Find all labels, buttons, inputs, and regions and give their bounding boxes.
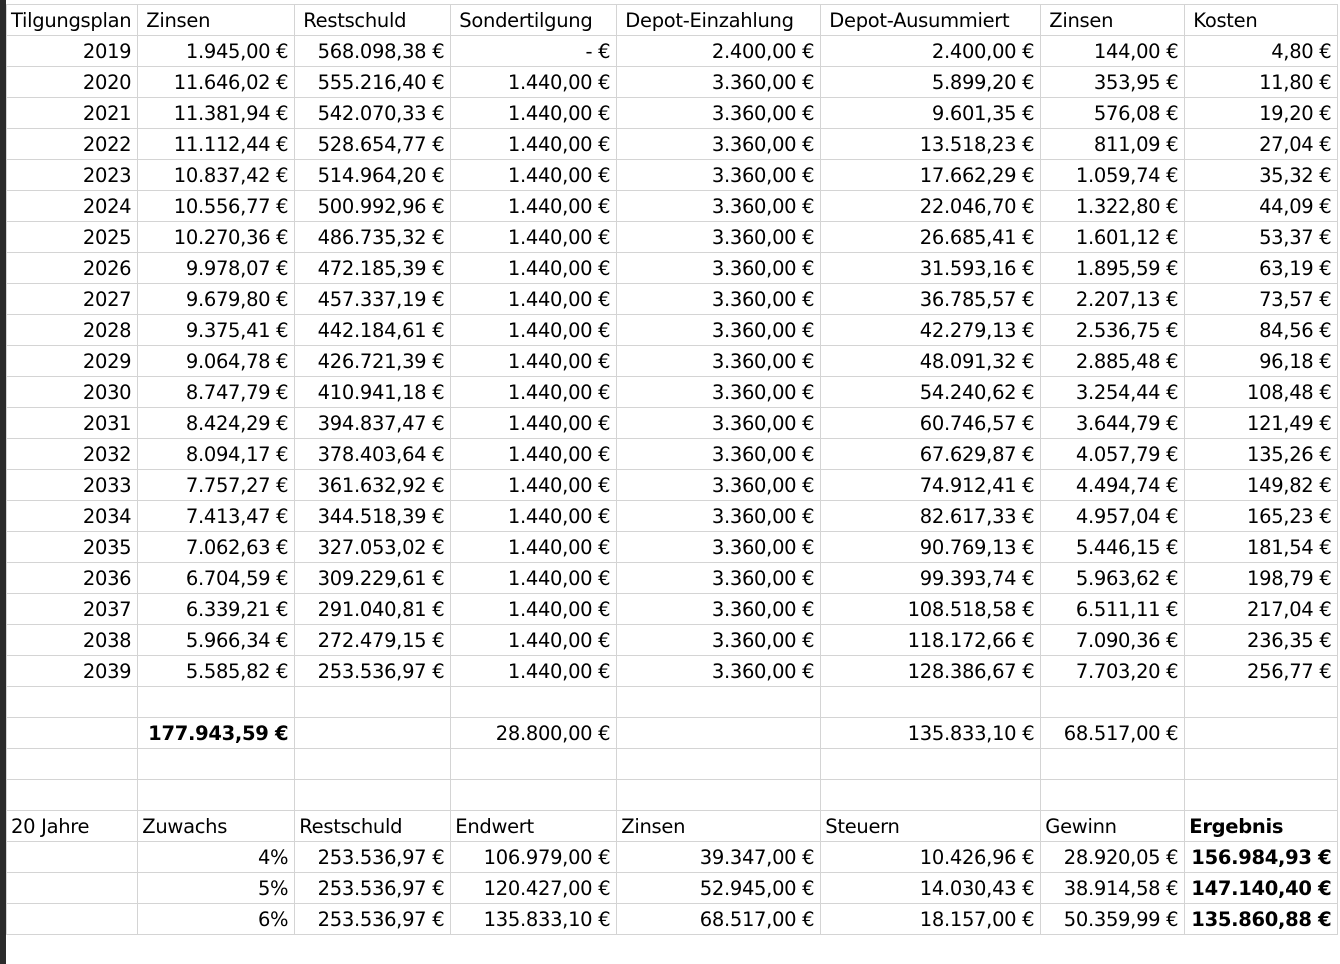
value-cell[interactable]: 272.479,15 € [295, 625, 451, 656]
value-cell[interactable]: 1.440,00 € [451, 346, 617, 377]
scenario-header[interactable]: Restschuld [295, 811, 451, 842]
value-cell[interactable]: 3.360,00 € [617, 160, 821, 191]
value-cell[interactable]: 5.585,82 € [138, 656, 295, 687]
value-cell[interactable]: 3.360,00 € [617, 501, 821, 532]
value-cell[interactable]: 1.440,00 € [451, 315, 617, 346]
totals-row [7, 718, 1338, 749]
value-cell[interactable]: 3.360,00 € [617, 67, 821, 98]
value-cell[interactable]: 3.360,00 € [617, 532, 821, 563]
value-cell[interactable]: 1.440,00 € [451, 191, 617, 222]
scenario-cell[interactable]: 38.914,58 € [1041, 873, 1185, 904]
value-cell[interactable]: 17.662,29 € [821, 160, 1041, 191]
scenario-cell[interactable]: 156.984,93 € [1185, 842, 1338, 873]
scenario-cell[interactable]: 135.833,10 € [451, 904, 617, 935]
value-cell[interactable]: 426.721,39 € [295, 346, 451, 377]
value-cell[interactable]: 256,77 € [1185, 656, 1338, 687]
value-cell[interactable]: 165,23 € [1185, 501, 1338, 532]
value-cell[interactable]: 1.440,00 € [451, 656, 617, 687]
value-cell[interactable]: 11.112,44 € [138, 129, 295, 160]
value-cell[interactable]: 35,32 € [1185, 160, 1338, 191]
table-row [7, 160, 1338, 191]
table-row [7, 408, 1338, 439]
year-cell[interactable]: 2026 [7, 253, 138, 284]
empty-row [7, 687, 1338, 718]
empty-cell[interactable] [7, 718, 138, 749]
value-cell[interactable]: 1.440,00 € [451, 222, 617, 253]
value-cell[interactable]: 22.046,70 € [821, 191, 1041, 222]
scenario-cell[interactable] [7, 904, 138, 935]
column-header[interactable]: Tilgungsplan [7, 5, 138, 36]
value-cell[interactable]: 3.360,00 € [617, 625, 821, 656]
value-cell[interactable]: 1.440,00 € [451, 501, 617, 532]
table-row [7, 625, 1338, 656]
value-cell[interactable]: 1.440,00 € [451, 160, 617, 191]
year-cell[interactable]: 2030 [7, 377, 138, 408]
scenario-cell[interactable]: 6% [138, 904, 295, 935]
total-cell[interactable]: 28.800,00 € [451, 718, 617, 749]
table-row [7, 98, 1338, 129]
value-cell[interactable]: 309.229,61 € [295, 563, 451, 594]
value-cell[interactable]: 4.957,04 € [1041, 501, 1185, 532]
value-cell[interactable]: 291.040,81 € [295, 594, 451, 625]
empty-cell[interactable] [295, 749, 451, 780]
value-cell[interactable]: 121,49 € [1185, 408, 1338, 439]
value-cell[interactable]: 67.629,87 € [821, 439, 1041, 470]
scenario-cell[interactable]: 39.347,00 € [617, 842, 821, 873]
scenario-cell[interactable]: 253.536,97 € [295, 842, 451, 873]
empty-cell[interactable] [821, 780, 1041, 811]
scenario-header[interactable]: Steuern [821, 811, 1041, 842]
value-cell[interactable]: 1.440,00 € [451, 563, 617, 594]
year-cell[interactable]: 2025 [7, 222, 138, 253]
value-cell[interactable]: 6.704,59 € [138, 563, 295, 594]
value-cell[interactable]: 9.375,41 € [138, 315, 295, 346]
value-cell[interactable]: 3.644,79 € [1041, 408, 1185, 439]
empty-cell[interactable] [1041, 780, 1185, 811]
value-cell[interactable]: 1.440,00 € [451, 532, 617, 563]
scenario-cell[interactable]: 253.536,97 € [295, 904, 451, 935]
value-cell[interactable]: 1.440,00 € [451, 377, 617, 408]
value-cell[interactable]: 3.360,00 € [617, 377, 821, 408]
scenario-cell[interactable]: 52.945,00 € [617, 873, 821, 904]
value-cell[interactable]: 1.440,00 € [451, 439, 617, 470]
value-cell[interactable]: 394.837,47 € [295, 408, 451, 439]
value-cell[interactable]: 555.216,40 € [295, 67, 451, 98]
empty-cell[interactable] [295, 718, 451, 749]
value-cell[interactable]: 10.837,42 € [138, 160, 295, 191]
value-cell[interactable]: 1.440,00 € [451, 67, 617, 98]
value-cell[interactable]: 3.360,00 € [617, 439, 821, 470]
value-cell[interactable]: 442.184,61 € [295, 315, 451, 346]
value-cell[interactable]: 90.769,13 € [821, 532, 1041, 563]
value-cell[interactable]: 1.440,00 € [451, 253, 617, 284]
value-cell[interactable]: 36.785,57 € [821, 284, 1041, 315]
value-cell[interactable]: 10.556,77 € [138, 191, 295, 222]
year-cell[interactable]: 2019 [7, 36, 138, 67]
value-cell[interactable]: 82.617,33 € [821, 501, 1041, 532]
value-cell[interactable]: 108.518,58 € [821, 594, 1041, 625]
scenario-cell[interactable] [7, 842, 138, 873]
value-cell[interactable]: 27,04 € [1185, 129, 1338, 160]
scenario-row [7, 904, 1338, 935]
table-row [7, 284, 1338, 315]
column-header[interactable]: Depot-Ausummiert [821, 5, 1041, 36]
value-cell[interactable]: 1.440,00 € [451, 98, 617, 129]
value-cell[interactable]: 108,48 € [1185, 377, 1338, 408]
table-row [7, 36, 1338, 67]
value-cell[interactable]: 19,20 € [1185, 98, 1338, 129]
value-cell[interactable]: 1.895,59 € [1041, 253, 1185, 284]
value-cell[interactable]: 3.360,00 € [617, 656, 821, 687]
empty-cell[interactable] [138, 780, 295, 811]
scenario-cell[interactable]: 10.426,96 € [821, 842, 1041, 873]
value-cell[interactable]: 4.494,74 € [1041, 470, 1185, 501]
year-cell[interactable]: 2034 [7, 501, 138, 532]
value-cell[interactable]: 99.393,74 € [821, 563, 1041, 594]
value-cell[interactable]: 5.963,62 € [1041, 563, 1185, 594]
column-header[interactable]: Kosten [1185, 5, 1338, 36]
value-cell[interactable]: 568.098,38 € [295, 36, 451, 67]
table-row [7, 532, 1338, 563]
value-cell[interactable]: 4.057,79 € [1041, 439, 1185, 470]
value-cell[interactable]: 344.518,39 € [295, 501, 451, 532]
value-cell[interactable]: 181,54 € [1185, 532, 1338, 563]
scenario-cell[interactable]: 18.157,00 € [821, 904, 1041, 935]
scenario-header[interactable]: 20 Jahre [7, 811, 138, 842]
value-cell[interactable]: 73,57 € [1185, 284, 1338, 315]
year-cell[interactable]: 2021 [7, 98, 138, 129]
empty-cell[interactable] [617, 749, 821, 780]
scenario-cell[interactable]: 5% [138, 873, 295, 904]
empty-cell[interactable] [1185, 687, 1338, 718]
value-cell[interactable]: 8.424,29 € [138, 408, 295, 439]
value-cell[interactable]: 5.446,15 € [1041, 532, 1185, 563]
empty-cell[interactable] [1185, 749, 1338, 780]
value-cell[interactable]: 128.386,67 € [821, 656, 1041, 687]
value-cell[interactable]: 144,00 € [1041, 36, 1185, 67]
empty-cell[interactable] [617, 687, 821, 718]
scenario-header[interactable]: Zinsen [617, 811, 821, 842]
table-row [7, 253, 1338, 284]
value-cell[interactable]: 1.059,74 € [1041, 160, 1185, 191]
value-cell[interactable]: 7.090,36 € [1041, 625, 1185, 656]
year-cell[interactable]: 2028 [7, 315, 138, 346]
empty-cell[interactable] [451, 749, 617, 780]
header-row [7, 5, 1338, 36]
value-cell[interactable]: 1.322,80 € [1041, 191, 1185, 222]
value-cell[interactable]: 8.747,79 € [138, 377, 295, 408]
value-cell[interactable]: 1.440,00 € [451, 625, 617, 656]
value-cell[interactable]: 5.899,20 € [821, 67, 1041, 98]
value-cell[interactable]: 118.172,66 € [821, 625, 1041, 656]
value-cell[interactable]: 3.360,00 € [617, 253, 821, 284]
value-cell[interactable]: 54.240,62 € [821, 377, 1041, 408]
table-row [7, 191, 1338, 222]
scenario-cell[interactable]: 120.427,00 € [451, 873, 617, 904]
empty-cell[interactable] [138, 749, 295, 780]
value-cell[interactable]: 472.185,39 € [295, 253, 451, 284]
value-cell[interactable]: 44,09 € [1185, 191, 1338, 222]
value-cell[interactable]: 7.413,47 € [138, 501, 295, 532]
value-cell[interactable]: 253.536,97 € [295, 656, 451, 687]
year-cell[interactable]: 2020 [7, 67, 138, 98]
year-cell[interactable]: 2024 [7, 191, 138, 222]
table-row [7, 563, 1338, 594]
table-row [7, 129, 1338, 160]
year-cell[interactable]: 2033 [7, 470, 138, 501]
value-cell[interactable]: 378.403,64 € [295, 439, 451, 470]
table-row [7, 377, 1338, 408]
value-cell[interactable]: 11,80 € [1185, 67, 1338, 98]
scenario-header-row [7, 811, 1338, 842]
value-cell[interactable]: 6.339,21 € [138, 594, 295, 625]
value-cell[interactable]: 2.400,00 € [821, 36, 1041, 67]
total-cell[interactable]: 135.833,10 € [821, 718, 1041, 749]
value-cell[interactable]: 2.536,75 € [1041, 315, 1185, 346]
value-cell[interactable]: 3.360,00 € [617, 98, 821, 129]
value-cell[interactable]: 217,04 € [1185, 594, 1338, 625]
value-cell[interactable]: 3.360,00 € [617, 315, 821, 346]
value-cell[interactable]: 11.646,02 € [138, 67, 295, 98]
table-row [7, 501, 1338, 532]
value-cell[interactable]: 26.685,41 € [821, 222, 1041, 253]
value-cell[interactable]: 7.757,27 € [138, 470, 295, 501]
value-cell[interactable]: 500.992,96 € [295, 191, 451, 222]
column-header[interactable]: Restschuld [295, 5, 451, 36]
value-cell[interactable]: 3.254,44 € [1041, 377, 1185, 408]
scenario-cell[interactable]: 253.536,97 € [295, 873, 451, 904]
value-cell[interactable]: 410.941,18 € [295, 377, 451, 408]
value-cell[interactable]: 3.360,00 € [617, 346, 821, 377]
value-cell[interactable]: 13.518,23 € [821, 129, 1041, 160]
value-cell[interactable]: 1.601,12 € [1041, 222, 1185, 253]
value-cell[interactable]: 63,19 € [1185, 253, 1338, 284]
value-cell[interactable]: 53,37 € [1185, 222, 1338, 253]
value-cell[interactable]: 528.654,77 € [295, 129, 451, 160]
value-cell[interactable]: 1.440,00 € [451, 284, 617, 315]
value-cell[interactable]: 457.337,19 € [295, 284, 451, 315]
scenario-cell[interactable]: 147.140,40 € [1185, 873, 1338, 904]
value-cell[interactable]: 9.601,35 € [821, 98, 1041, 129]
value-cell[interactable]: 198,79 € [1185, 563, 1338, 594]
empty-row [7, 780, 1338, 811]
empty-cell[interactable] [295, 780, 451, 811]
scenario-header[interactable]: Ergebnis [1185, 811, 1338, 842]
spreadsheet-grid [6, 4, 1338, 935]
table-row [7, 594, 1338, 625]
value-cell[interactable]: 6.511,11 € [1041, 594, 1185, 625]
value-cell[interactable]: 576,08 € [1041, 98, 1185, 129]
scenario-row [7, 873, 1338, 904]
value-cell[interactable]: 1.440,00 € [451, 408, 617, 439]
year-cell[interactable]: 2031 [7, 408, 138, 439]
value-cell[interactable]: 2.885,48 € [1041, 346, 1185, 377]
empty-cell[interactable] [1041, 749, 1185, 780]
empty-cell[interactable] [7, 687, 138, 718]
year-cell[interactable]: 2022 [7, 129, 138, 160]
value-cell[interactable]: 8.094,17 € [138, 439, 295, 470]
value-cell[interactable]: 9.064,78 € [138, 346, 295, 377]
year-cell[interactable]: 2035 [7, 532, 138, 563]
scenario-cell[interactable]: 106.979,00 € [451, 842, 617, 873]
value-cell[interactable]: 486.735,32 € [295, 222, 451, 253]
year-cell[interactable]: 2039 [7, 656, 138, 687]
value-cell[interactable]: 353,95 € [1041, 67, 1185, 98]
scenario-header[interactable]: Gewinn [1041, 811, 1185, 842]
column-header[interactable]: Sondertilgung [451, 5, 617, 36]
table-row [7, 222, 1338, 253]
value-cell[interactable]: 3.360,00 € [617, 563, 821, 594]
value-cell[interactable]: 1.440,00 € [451, 129, 617, 160]
value-cell[interactable]: 9.679,80 € [138, 284, 295, 315]
value-cell[interactable]: 74.912,41 € [821, 470, 1041, 501]
scenario-cell[interactable]: 14.030,43 € [821, 873, 1041, 904]
empty-cell[interactable] [295, 687, 451, 718]
value-cell[interactable]: 11.381,94 € [138, 98, 295, 129]
empty-cell[interactable] [1185, 780, 1338, 811]
scenario-cell[interactable] [7, 873, 138, 904]
empty-cell[interactable] [7, 780, 138, 811]
year-cell[interactable]: 2038 [7, 625, 138, 656]
value-cell[interactable]: - € [451, 36, 617, 67]
empty-cell[interactable] [1041, 687, 1185, 718]
value-cell[interactable]: 135,26 € [1185, 439, 1338, 470]
scenario-cell[interactable]: 68.517,00 € [617, 904, 821, 935]
scenario-cell[interactable]: 135.860,88 € [1185, 904, 1338, 935]
table-row [7, 315, 1338, 346]
value-cell[interactable]: 10.270,36 € [138, 222, 295, 253]
value-cell[interactable]: 236,35 € [1185, 625, 1338, 656]
value-cell[interactable]: 7.062,63 € [138, 532, 295, 563]
empty-cell[interactable] [138, 687, 295, 718]
value-cell[interactable]: 2.400,00 € [617, 36, 821, 67]
table-row [7, 470, 1338, 501]
value-cell[interactable]: 84,56 € [1185, 315, 1338, 346]
value-cell[interactable]: 3.360,00 € [617, 408, 821, 439]
year-cell[interactable]: 2027 [7, 284, 138, 315]
empty-cell[interactable] [821, 749, 1041, 780]
value-cell[interactable]: 514.964,20 € [295, 160, 451, 191]
value-cell[interactable]: 1.440,00 € [451, 594, 617, 625]
scenario-cell[interactable]: 4% [138, 842, 295, 873]
value-cell[interactable]: 3.360,00 € [617, 129, 821, 160]
table-row [7, 656, 1338, 687]
year-cell[interactable]: 2037 [7, 594, 138, 625]
table-row [7, 439, 1338, 470]
value-cell[interactable]: 149,82 € [1185, 470, 1338, 501]
value-cell[interactable]: 42.279,13 € [821, 315, 1041, 346]
value-cell[interactable]: 3.360,00 € [617, 191, 821, 222]
value-cell[interactable]: 3.360,00 € [617, 470, 821, 501]
value-cell[interactable]: 542.070,33 € [295, 98, 451, 129]
empty-cell[interactable] [821, 687, 1041, 718]
scenario-cell[interactable]: 28.920,05 € [1041, 842, 1185, 873]
value-cell[interactable]: 3.360,00 € [617, 594, 821, 625]
scenario-cell[interactable]: 50.359,99 € [1041, 904, 1185, 935]
value-cell[interactable]: 811,09 € [1041, 129, 1185, 160]
empty-row [7, 749, 1338, 780]
column-header[interactable]: Depot-Einzahlung [617, 5, 821, 36]
value-cell[interactable]: 31.593,16 € [821, 253, 1041, 284]
table-row [7, 67, 1338, 98]
empty-cell[interactable] [617, 718, 821, 749]
value-cell[interactable]: 3.360,00 € [617, 284, 821, 315]
column-header[interactable]: Zinsen [1041, 5, 1185, 36]
scenario-header[interactable]: Zuwachs [138, 811, 295, 842]
total-cell[interactable]: 177.943,59 € [138, 718, 295, 749]
value-cell[interactable]: 7.703,20 € [1041, 656, 1185, 687]
year-cell[interactable]: 2036 [7, 563, 138, 594]
year-cell[interactable]: 2029 [7, 346, 138, 377]
year-cell[interactable]: 2023 [7, 160, 138, 191]
value-cell[interactable]: 1.440,00 € [451, 470, 617, 501]
value-cell[interactable]: 48.091,32 € [821, 346, 1041, 377]
value-cell[interactable]: 3.360,00 € [617, 222, 821, 253]
value-cell[interactable]: 60.746,57 € [821, 408, 1041, 439]
value-cell[interactable]: 1.945,00 € [138, 36, 295, 67]
column-header[interactable]: Zinsen [138, 5, 295, 36]
empty-cell[interactable] [1185, 718, 1338, 749]
table-row [7, 346, 1338, 377]
value-cell[interactable]: 2.207,13 € [1041, 284, 1185, 315]
value-cell[interactable]: 5.966,34 € [138, 625, 295, 656]
total-cell[interactable]: 68.517,00 € [1041, 718, 1185, 749]
empty-cell[interactable] [7, 749, 138, 780]
value-cell[interactable]: 361.632,92 € [295, 470, 451, 501]
value-cell[interactable]: 327.053,02 € [295, 532, 451, 563]
empty-cell[interactable] [617, 780, 821, 811]
value-cell[interactable]: 9.978,07 € [138, 253, 295, 284]
year-cell[interactable]: 2032 [7, 439, 138, 470]
scenario-header[interactable]: Endwert [451, 811, 617, 842]
empty-cell[interactable] [451, 687, 617, 718]
empty-cell[interactable] [451, 780, 617, 811]
scenario-row [7, 842, 1338, 873]
value-cell[interactable]: 96,18 € [1185, 346, 1338, 377]
value-cell[interactable]: 4,80 € [1185, 36, 1338, 67]
